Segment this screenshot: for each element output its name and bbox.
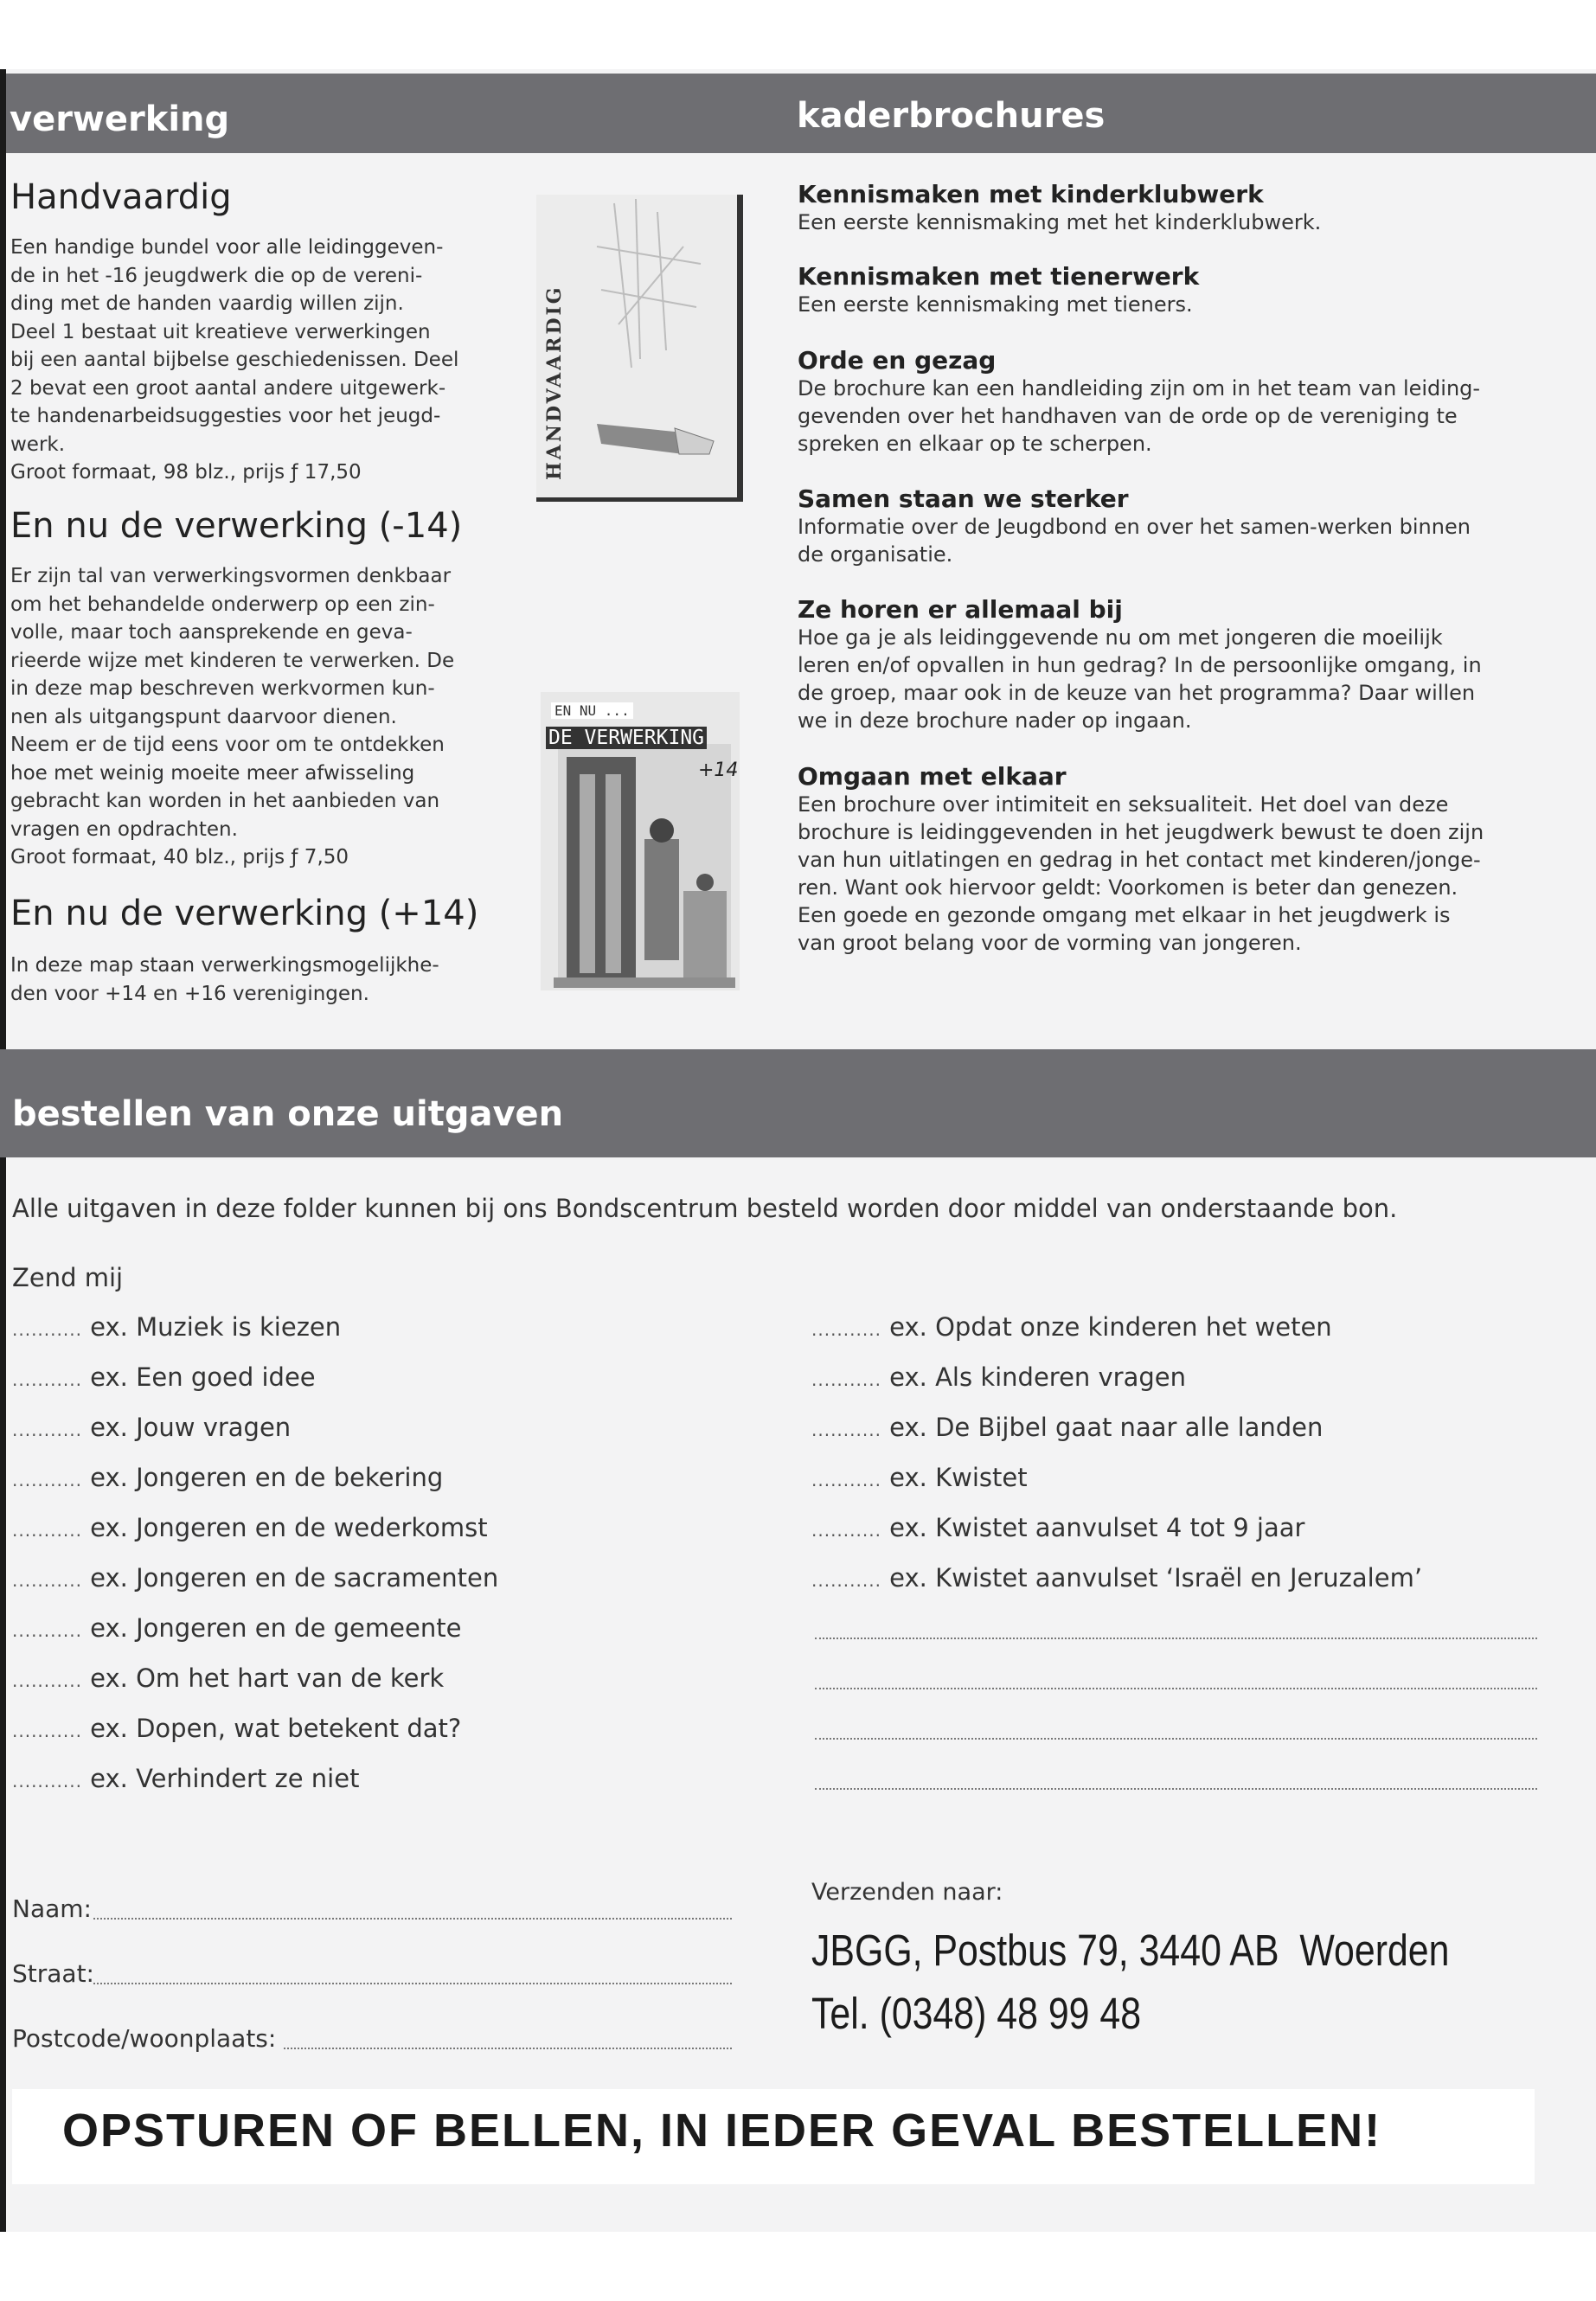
handvaardig-cover-image <box>536 195 743 502</box>
order-item-title: Kwistet <box>935 1463 1028 1492</box>
text-line: brochure is leidinggevenden in het jeugdwerk bewust te doen zijn <box>798 820 1484 844</box>
handvaardig-description <box>10 234 529 487</box>
bestellen-header-band <box>0 1049 1596 1157</box>
verwerking-cover-title: DE VERWERKING <box>546 727 707 749</box>
blank-order-line[interactable] <box>815 1638 1537 1639</box>
blank-order-line[interactable] <box>815 1788 1537 1790</box>
order-item-title: Opdat onze kinderen het weten <box>935 1312 1332 1342</box>
brochure-title: Kennismaken met kinderklubwerk <box>798 180 1264 208</box>
send-to-label: Verzenden naar: <box>811 1879 1003 1906</box>
ex-label: ex. <box>889 1413 927 1442</box>
order-item-title: Om het hart van de kerk <box>136 1663 445 1693</box>
text-line: vragen en opdrachten. <box>10 817 238 841</box>
straat-label: Straat: <box>12 1959 94 1988</box>
text-line: om het behandelde onderwerp op een zin- <box>10 593 435 616</box>
order-item-title: Dopen, wat betekent dat? <box>136 1714 462 1743</box>
text-line: in deze map beschreven werkvormen kun- <box>10 677 435 700</box>
verwerking-plus14-cover-image <box>541 692 740 990</box>
order-line[interactable] <box>12 1362 316 1392</box>
handvaardig-cover-title: HANDVAARDIG <box>543 285 566 480</box>
text-line: van groot belang voor de vorming van jongeren. <box>798 931 1302 955</box>
order-line[interactable] <box>811 1362 1186 1392</box>
brochure-title: Kennismaken met tienerwerk <box>798 262 1200 291</box>
text-line: Hoe ga je als leidinggevende nu om met jongeren die moeilijk <box>798 625 1443 650</box>
ex-label: ex. <box>889 1513 927 1542</box>
text-line: Een handige bundel voor alle leidinggeven- <box>10 236 444 259</box>
text-line: ding met de handen vaardig willen zijn. <box>10 292 404 315</box>
text-line: Informatie over de Jeugdbond en over het samen-werken binnen <box>798 515 1471 539</box>
kaderbrochures-header-band <box>786 74 1596 153</box>
order-line[interactable] <box>811 1463 1028 1492</box>
brochure-title: Orde en gezag <box>798 346 997 375</box>
quantity-dots[interactable]: ........... <box>12 1369 82 1390</box>
order-line[interactable] <box>12 1663 444 1693</box>
phone-line: Tel. (0348) 48 99 48 <box>811 1989 1142 2038</box>
brochure-item <box>798 484 1471 568</box>
text-line: Deel 1 bestaat uit kreatieve verwerkingen <box>10 320 431 343</box>
order-item-title: Kwistet aanvulset 4 tot 9 jaar <box>935 1513 1305 1542</box>
text-line: van hun uitlatingen en gedrag in het contact met kinderen/jonge- <box>798 848 1481 872</box>
order-item-title: Muziek is kiezen <box>136 1312 342 1342</box>
text-line: ren. Want ook hiervoor geldt: Voorkomen is beter dan genezen. <box>798 875 1458 900</box>
ex-label: ex. <box>90 1764 128 1793</box>
text-line: gevenden over het handhaven van de orde op de vereniging te <box>798 404 1458 428</box>
ex-label: ex. <box>90 1312 128 1342</box>
brochure-item <box>798 595 1482 734</box>
text-line: werk. <box>10 433 66 456</box>
verwerking-cover-subtitle: +14 <box>698 760 739 781</box>
brochure-item <box>798 346 1480 458</box>
brochure-title: Ze horen er allemaal bij <box>798 595 1123 624</box>
postcode-label: Postcode/woonplaats: <box>12 2024 277 2053</box>
brochure-item <box>798 180 1321 236</box>
verwerking-min14-title: En nu de verwerking (-14) <box>10 506 463 546</box>
brochure-title: Omgaan met elkaar <box>798 762 1067 791</box>
text-line: De brochure kan een handleiding zijn om in het team van leiding- <box>798 376 1481 401</box>
naam-label: Naam: <box>12 1894 92 1923</box>
order-item-title: Kwistet aanvulset ‘Israël en Jeruzalem’ <box>935 1563 1423 1593</box>
verwerking-header-band <box>6 74 786 153</box>
order-line[interactable] <box>811 1513 1304 1542</box>
brochure-item <box>798 262 1199 318</box>
kaderbrochures-header: kaderbrochures <box>797 96 1106 136</box>
order-line[interactable] <box>12 1513 488 1542</box>
text-line: de groep, maar ook in de keuze van het programma? Daar willen <box>798 681 1476 705</box>
brochure-title: Samen staan we sterker <box>798 484 1129 513</box>
text-line: Een brochure over intimiteit en seksualiteit. Het doel van deze <box>798 792 1449 817</box>
order-item-title: Jongeren en de sacramenten <box>136 1563 499 1593</box>
order-item-title: Jongeren en de gemeente <box>136 1613 462 1643</box>
order-item-title: De Bijbel gaat naar alle landen <box>935 1413 1324 1442</box>
ex-label: ex. <box>90 1463 128 1492</box>
order-item-title: Verhindert ze niet <box>136 1764 360 1793</box>
text-line: Er zijn tal van verwerkingsvormen denkbaar <box>10 565 452 587</box>
text-line: 2 bevat een groot aantal andere uitgewerk- <box>10 376 446 400</box>
verwerking-plus14-title: En nu de verwerking (+14) <box>10 894 479 933</box>
text-line: we in deze brochure nader op ingaan. <box>798 708 1192 733</box>
quantity-dots[interactable]: ........... <box>811 1420 881 1440</box>
order-item-title: Jongeren en de wederkomst <box>136 1513 488 1542</box>
order-item-title: Jongeren en de bekering <box>136 1463 444 1492</box>
quantity-dots[interactable]: ........... <box>811 1570 881 1591</box>
text-line: In deze map staan verwerkingsmogelijkhe- <box>10 954 439 977</box>
quantity-dots[interactable]: ........... <box>12 1570 82 1591</box>
text-line: Een eerste kennismaking met het kinderklubwerk. <box>798 210 1322 234</box>
order-item-title: Als kinderen vragen <box>935 1362 1187 1392</box>
quantity-dots[interactable]: ........... <box>811 1520 881 1541</box>
text-line: spreken en elkaar op te scherpen. <box>798 432 1152 456</box>
address-line: JBGG, Postbus 79, 3440 AB Woerden <box>811 1926 1450 1975</box>
verwerking-cover-top: EN NU ... <box>551 702 633 719</box>
order-line[interactable] <box>811 1563 1422 1593</box>
text-line: te handenarbeidsuggesties voor het jeugd- <box>10 405 441 427</box>
price-line: Groot formaat, 98 blz., prijs ƒ 17,50 <box>10 461 362 484</box>
ex-label: ex. <box>889 1362 927 1392</box>
ex-label: ex. <box>90 1714 128 1743</box>
quantity-dots[interactable]: ........... <box>12 1319 82 1340</box>
zend-mij-label: Zend mij <box>12 1263 124 1292</box>
text-line: de in het -16 jeugdwerk die op de vereni- <box>10 264 423 287</box>
quantity-dots[interactable]: ........... <box>811 1470 881 1490</box>
verwerking-min14-description <box>10 562 529 872</box>
order-line[interactable] <box>12 1413 291 1442</box>
text-line: de organisatie. <box>798 542 953 567</box>
verwerking-plus14-description <box>10 952 529 1008</box>
quantity-dots[interactable]: ........... <box>12 1520 82 1541</box>
quantity-dots[interactable]: ........... <box>811 1369 881 1390</box>
text-line: Een eerste kennismaking met tieners. <box>798 292 1193 317</box>
ex-label: ex. <box>90 1513 128 1542</box>
verwerking-header: verwerking <box>10 99 230 139</box>
quantity-dots[interactable]: ........... <box>12 1620 82 1641</box>
order-item-title: Jouw vragen <box>136 1413 292 1442</box>
ex-label: ex. <box>90 1563 128 1593</box>
order-line[interactable] <box>12 1613 461 1643</box>
quantity-dots[interactable]: ........... <box>12 1771 82 1791</box>
blank-order-line[interactable] <box>815 1688 1537 1689</box>
text-line: hoe met weinig moeite meer afwisseling <box>10 761 415 785</box>
order-item-title: Een goed idee <box>136 1362 316 1392</box>
quantity-dots[interactable]: ........... <box>12 1721 82 1741</box>
bestellen-header: bestellen van onze uitgaven <box>12 1094 564 1134</box>
text-line: Een goede en gezonde omgang met elkaar in het jeugdwerk is <box>798 903 1451 927</box>
text-line: rieerde wijze met kinderen te verwerken. De <box>10 649 455 672</box>
ex-label: ex. <box>90 1613 128 1643</box>
brochure-item <box>798 762 1484 957</box>
text-line: volle, maar toch aansprekende en geva- <box>10 621 413 644</box>
ex-label: ex. <box>889 1563 927 1593</box>
quantity-dots[interactable]: ........... <box>811 1319 881 1340</box>
order-line[interactable] <box>12 1463 443 1492</box>
order-intro: Alle uitgaven in deze folder kunnen bij ons Bondscentrum besteld worden door middel van onderstaande bon. <box>12 1194 1398 1223</box>
slogan: OPSTUREN OF BELLEN, IN IEDER GEVAL BESTELLEN! <box>62 2105 1382 2157</box>
text-line: nen als uitgangspunt daarvoor dienen. <box>10 705 397 728</box>
text-line: bij een aantal bijbelse geschiedenissen. Deel <box>10 349 459 371</box>
blank-order-line[interactable] <box>815 1738 1537 1740</box>
quantity-dots[interactable]: ........... <box>12 1670 82 1691</box>
order-line[interactable] <box>811 1312 1332 1342</box>
order-line[interactable] <box>12 1312 341 1342</box>
text-line: gebracht kan worden in het aanbieden van <box>10 790 440 812</box>
ex-label: ex. <box>90 1413 128 1442</box>
quantity-dots[interactable]: ........... <box>12 1420 82 1440</box>
ex-label: ex. <box>889 1463 927 1492</box>
quantity-dots[interactable]: ........... <box>12 1470 82 1490</box>
ex-label: ex. <box>90 1663 128 1693</box>
ex-label: ex. <box>889 1312 927 1342</box>
ex-label: ex. <box>90 1362 128 1392</box>
text-line: Neem er de tijd eens voor om te ontdekken <box>10 734 445 756</box>
order-line[interactable] <box>12 1764 359 1793</box>
postcode-field[interactable] <box>284 2048 732 2049</box>
naam-field[interactable] <box>93 1918 732 1920</box>
order-line[interactable] <box>811 1413 1323 1442</box>
price-line: Groot formaat, 40 blz., prijs ƒ 7,50 <box>10 846 349 868</box>
order-line[interactable] <box>12 1563 498 1593</box>
handvaardig-title: Handvaardig <box>10 177 232 217</box>
straat-field[interactable] <box>93 1983 732 1984</box>
text-line: den voor +14 en +16 verenigingen. <box>10 982 369 1005</box>
text-line: leren en/of opvallen in hun gedrag? In de persoonlijke omgang, in <box>798 653 1482 677</box>
order-line[interactable] <box>12 1714 461 1743</box>
